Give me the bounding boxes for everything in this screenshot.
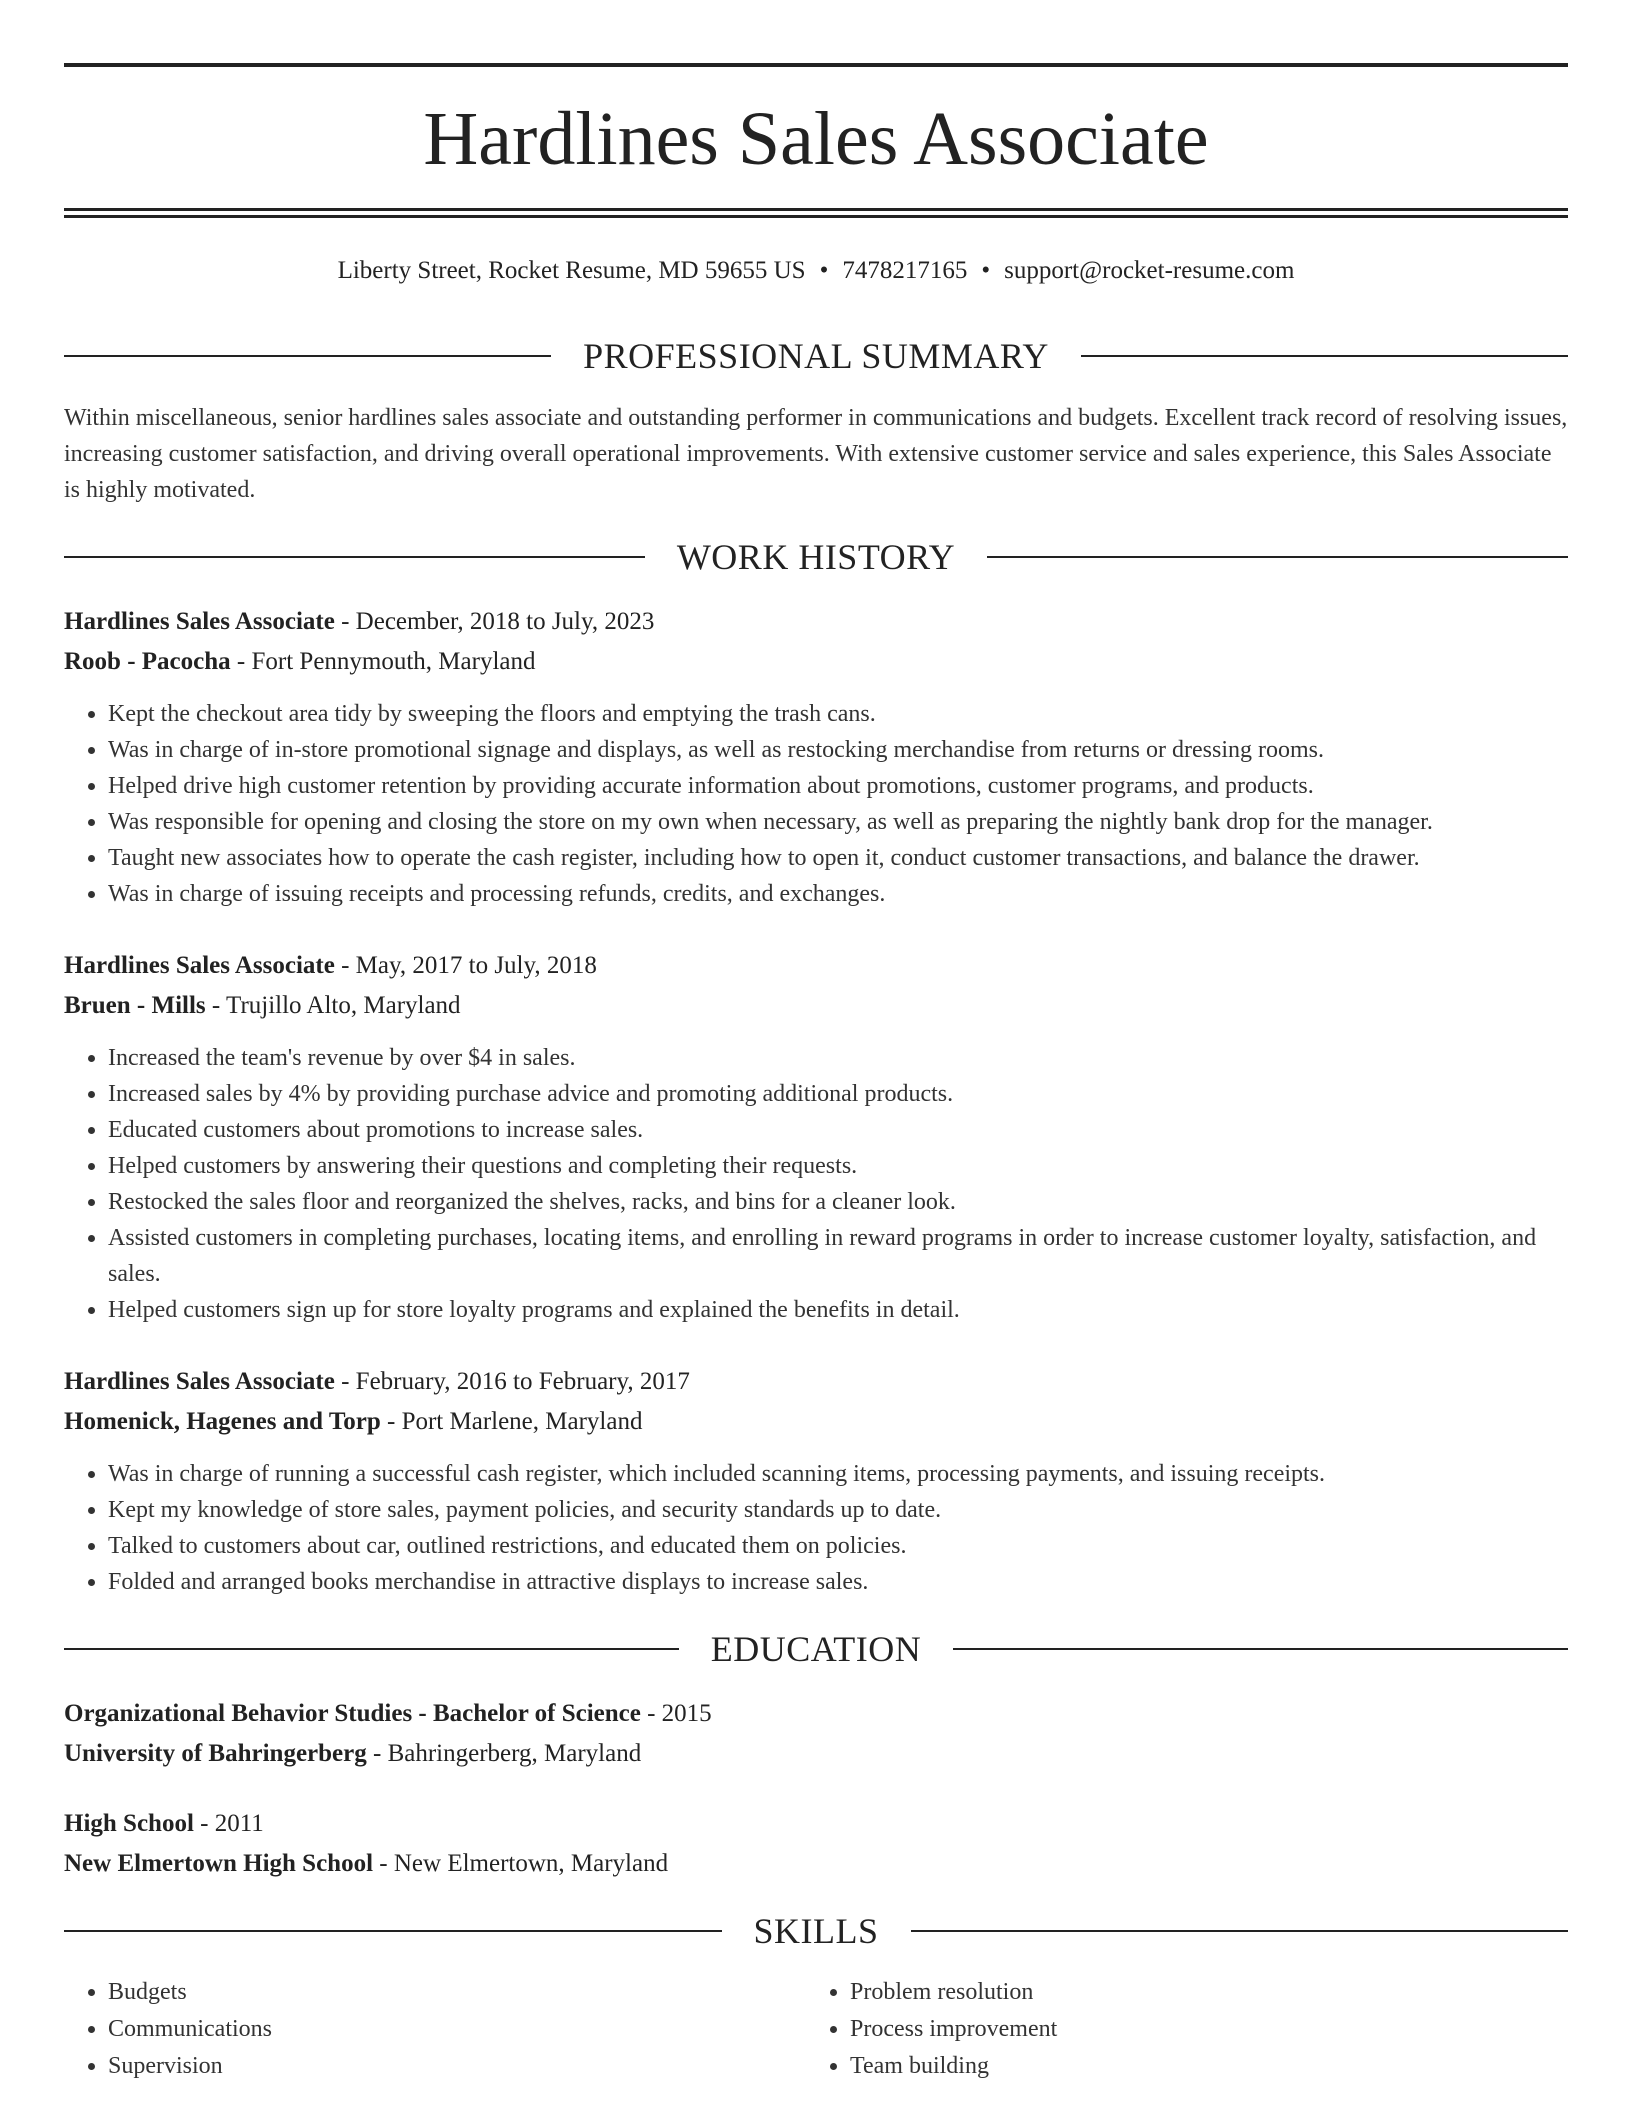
- dash: -: [334, 608, 356, 635]
- skill-item: • Team building: [850, 2048, 1506, 2085]
- list-item: • Was in charge of running a successful cash register, which included scanning items, processing payments, and issuing receipts.: [108, 1456, 1568, 1492]
- job-company-line: [64, 988, 1568, 1024]
- education-school-line: [64, 1736, 1568, 1772]
- list-item: • Kept the checkout area tidy by sweeping the floors and emptying the trash cans.: [108, 696, 1568, 732]
- education-degree: High School: [64, 1810, 194, 1837]
- education-degree-line: [64, 1806, 1568, 1842]
- heading-rule: [911, 1930, 1569, 1932]
- top-rule: [64, 63, 1568, 67]
- contact-line: [64, 254, 1568, 288]
- section-title: WORK HISTORY: [676, 537, 956, 577]
- list-item: • Was responsible for opening and closing the store on my own when necessary, as well as preparing the nightly bank drop for the manager.: [108, 804, 1568, 840]
- section-heading-work-history: [64, 537, 1568, 577]
- contact-separator: •: [819, 257, 829, 284]
- list-item: • Educated customers about promotions to increase sales.: [108, 1112, 1568, 1148]
- job-dates: February, 2016 to February, 2017: [355, 1368, 690, 1395]
- job-dates: May, 2017 to July, 2018: [355, 952, 597, 979]
- job-company: Homenick, Hagenes and Torp: [64, 1408, 381, 1435]
- list-item: • Folded and arranged books merchandise in attractive displays to increase sales.: [108, 1564, 1568, 1600]
- job-company-line: [64, 644, 1568, 680]
- dash: -: [334, 952, 356, 979]
- section-title: EDUCATION: [710, 1629, 922, 1669]
- dash: -: [230, 648, 252, 675]
- list-item: • Was in charge of in-store promotional signage and displays, as well as restocking merchandise from returns or dressing rooms.: [108, 732, 1568, 768]
- dash: -: [640, 1700, 662, 1727]
- education-school-line: [64, 1846, 1568, 1882]
- summary-text: Within miscellaneous, senior hardlines sales associate and outstanding performer in communications and budgets. Excellent track record of resolving issues, increasing customer satisfaction, and driving overall operational improvements. With extensive customer service and sales experience, this Sales Associate is highly motivated.: [64, 405, 1568, 503]
- job-title: Hardlines Sales Associate: [64, 952, 335, 979]
- job-title-line: [64, 948, 1568, 984]
- job-title-line: [64, 1364, 1568, 1400]
- skill-item: • Process improvement: [850, 2011, 1506, 2048]
- dash: -: [366, 1740, 388, 1767]
- heading-rule: [987, 556, 1568, 558]
- heading-rule: [1081, 355, 1568, 357]
- section-title: PROFESSIONAL SUMMARY: [583, 336, 1049, 376]
- list-item: • Helped customers by answering their questions and completing their requests.: [108, 1148, 1568, 1184]
- name-underline-bottom: [64, 215, 1568, 218]
- section-heading-skills: [64, 1911, 1568, 1951]
- job-title: Hardlines Sales Associate: [64, 1368, 335, 1395]
- list-item: • Increased the team's revenue by over $4 in sales.: [108, 1040, 1568, 1076]
- job-title-line: [64, 604, 1568, 640]
- education-year: 2011: [214, 1810, 264, 1837]
- education-location: New Elmertown, Maryland: [393, 1850, 669, 1877]
- job-dates: December, 2018 to July, 2023: [355, 608, 655, 635]
- list-item: • Was in charge of issuing receipts and processing refunds, credits, and exchanges.: [108, 876, 1568, 912]
- skills-list-right: [806, 1974, 1506, 2085]
- education-degree-line: [64, 1696, 1568, 1732]
- heading-rule: [64, 1648, 679, 1650]
- dash: -: [334, 1368, 356, 1395]
- job-company: Roob - Pacocha: [64, 648, 231, 675]
- list-item: • Kept my knowledge of store sales, payment policies, and security standards up to date.: [108, 1492, 1568, 1528]
- name-underline-top: [64, 208, 1568, 211]
- job-title: Hardlines Sales Associate: [64, 608, 335, 635]
- dash: -: [373, 1850, 394, 1877]
- job-company: Bruen - Mills: [64, 992, 206, 1019]
- list-item: • Helped drive high customer retention by providing accurate information about promotions, customer programs, and products.: [108, 768, 1568, 804]
- dash: -: [205, 992, 227, 1019]
- job-bullets: [64, 1040, 1568, 1328]
- skill-item: • Budgets: [108, 1974, 764, 2011]
- heading-rule: [64, 556, 645, 558]
- heading-rule: [953, 1648, 1568, 1650]
- list-item: • Assisted customers in completing purchases, locating items, and enrolling in reward programs in order to increase customer loyalty, satisfaction, and sales.: [108, 1220, 1568, 1292]
- section-heading-summary: [64, 336, 1568, 376]
- job-location: Port Marlene, Maryland: [401, 1408, 643, 1435]
- heading-rule: [64, 355, 551, 357]
- job-bullets: [64, 696, 1568, 912]
- education-location: Bahringerberg, Maryland: [387, 1740, 642, 1767]
- contact-email: support@rocket-resume.com: [1004, 257, 1295, 284]
- dash: -: [193, 1810, 215, 1837]
- skills-list-left: [64, 1974, 764, 2085]
- education-school: University of Bahringerberg: [64, 1740, 367, 1767]
- contact-phone: 7478217165: [842, 257, 968, 284]
- list-item: • Helped customers sign up for store loyalty programs and explained the benefits in detail.: [108, 1292, 1568, 1328]
- list-item: • Taught new associates how to operate the cash register, including how to open it, conduct customer transactions, and balance the drawer.: [108, 840, 1568, 876]
- skill-item: • Problem resolution: [850, 1974, 1506, 2011]
- job-company-line: [64, 1404, 1568, 1440]
- resume-name: Hardlines Sales Associate: [423, 97, 1209, 181]
- education-degree: Organizational Behavior Studies - Bachelor of Science: [64, 1700, 641, 1727]
- list-item: • Restocked the sales floor and reorganized the shelves, racks, and bins for a cleaner look.: [108, 1184, 1568, 1220]
- dash: -: [380, 1408, 402, 1435]
- section-title: SKILLS: [753, 1911, 879, 1951]
- contact-address: Liberty Street, Rocket Resume, MD 59655 US: [337, 257, 806, 284]
- list-item: • Talked to customers about car, outlined restrictions, and educated them on policies.: [108, 1528, 1568, 1564]
- skill-item: • Communications: [108, 2011, 764, 2048]
- job-location: Fort Pennymouth, Maryland: [251, 648, 536, 675]
- education-year: 2015: [661, 1700, 712, 1727]
- section-heading-education: [64, 1629, 1568, 1669]
- education-school: New Elmertown High School: [64, 1850, 374, 1877]
- contact-separator: •: [981, 257, 991, 284]
- job-location: Trujillo Alto, Maryland: [226, 992, 461, 1019]
- job-bullets: [64, 1456, 1568, 1600]
- skill-item: • Supervision: [108, 2048, 764, 2085]
- heading-rule: [64, 1930, 722, 1932]
- list-item: • Increased sales by 4% by providing purchase advice and promoting additional products.: [108, 1076, 1568, 1112]
